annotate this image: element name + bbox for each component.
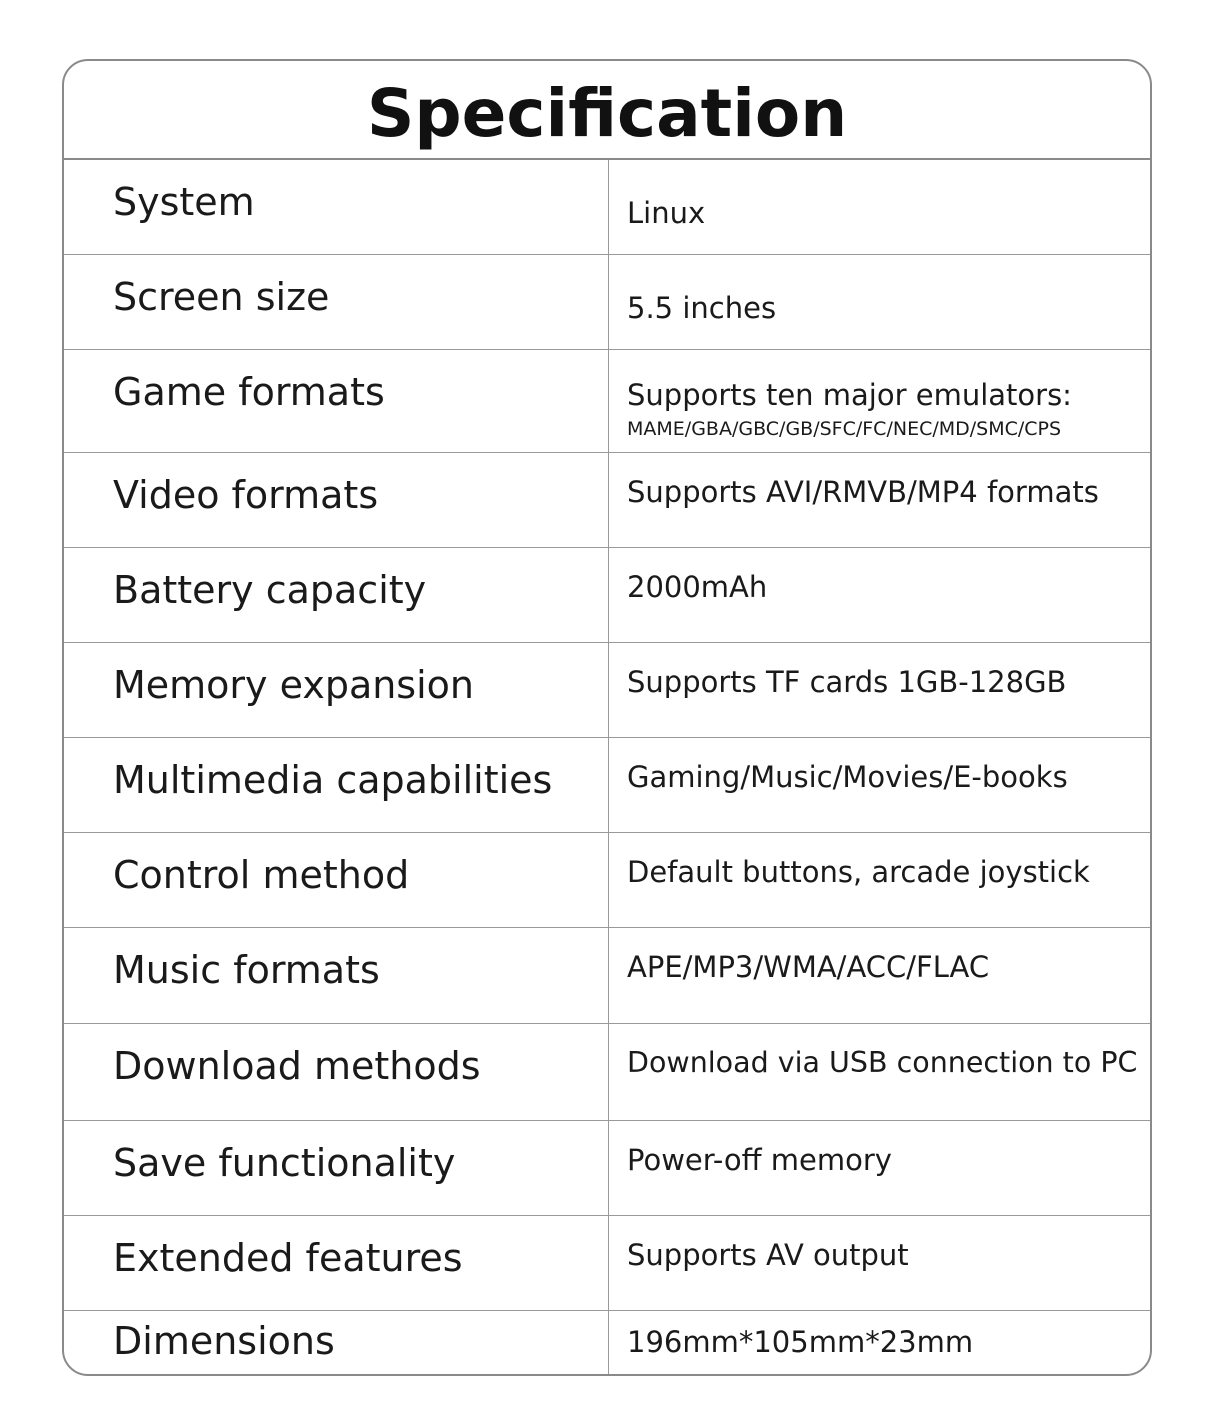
- spec-row-download-methods: [64, 1024, 1150, 1121]
- spec-label: Multimedia capabilities: [113, 758, 553, 802]
- spec-row-screen-size: [64, 255, 1150, 350]
- spec-label: Screen size: [113, 275, 330, 319]
- spec-label: Control method: [113, 853, 410, 897]
- spec-row-multimedia-capabilities: [64, 738, 1150, 833]
- spec-row-game-formats: [64, 350, 1150, 453]
- spec-value: 2000mAh: [627, 570, 768, 604]
- spec-label: System: [113, 180, 255, 224]
- spec-value: Supports TF cards 1GB-128GB: [627, 665, 1067, 699]
- spec-row-memory-expansion: [64, 643, 1150, 738]
- spec-value: Download via USB connection to PC: [627, 1046, 1138, 1079]
- spec-value: Default buttons, arcade joystick: [627, 855, 1090, 889]
- spec-card: [62, 59, 1152, 1376]
- spec-value: Supports ten major emulators:: [627, 378, 1072, 412]
- spec-value: Supports AVI/RMVB/MP4 formats: [627, 475, 1099, 509]
- spec-value: Power-off memory: [627, 1143, 892, 1177]
- spec-value: Gaming/Music/Movies/E-books: [627, 760, 1068, 794]
- spec-row-control-method: [64, 833, 1150, 928]
- spec-value: 5.5 inches: [627, 291, 777, 325]
- page-title: Specification: [64, 61, 1150, 160]
- spec-value: Linux: [627, 196, 706, 230]
- spec-row-battery-capacity: [64, 548, 1150, 643]
- spec-row-save-functionality: [64, 1121, 1150, 1216]
- spec-label: Save functionality: [113, 1141, 456, 1185]
- spec-label: Battery capacity: [113, 568, 427, 612]
- spec-table: [64, 160, 1150, 1376]
- spec-label: Extended features: [113, 1236, 463, 1280]
- spec-label: Game formats: [113, 370, 385, 414]
- spec-row-video-formats: [64, 453, 1150, 548]
- spec-label: Music formats: [113, 948, 380, 992]
- spec-value: APE/MP3/WMA/ACC/FLAC: [627, 950, 990, 984]
- spec-label: Video formats: [113, 473, 379, 517]
- spec-label: Memory expansion: [113, 663, 474, 707]
- spec-value: 196mm*105mm*23mm: [627, 1325, 974, 1359]
- spec-value-sub: MAME/GBA/GBC/GB/SFC/FC/NEC/MD/SMC/CPS: [627, 418, 1062, 440]
- spec-row-music-formats: [64, 928, 1150, 1024]
- spec-row-extended-features: [64, 1216, 1150, 1311]
- spec-value: Supports AV output: [627, 1238, 909, 1272]
- spec-label: Download methods: [113, 1044, 481, 1088]
- spec-row-dimensions: [64, 1311, 1150, 1376]
- spec-row-system: [64, 160, 1150, 255]
- spec-label: Dimensions: [113, 1319, 335, 1363]
